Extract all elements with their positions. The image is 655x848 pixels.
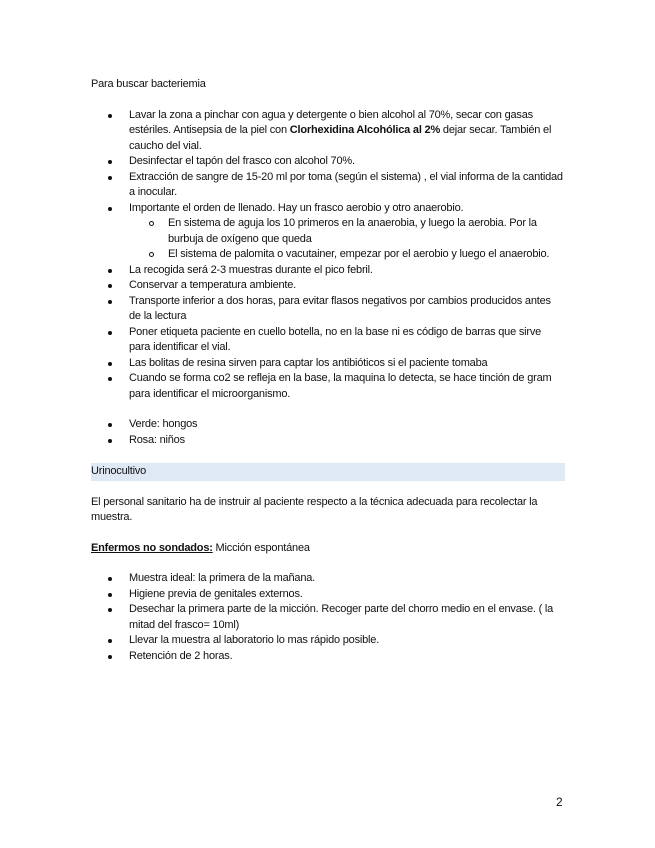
sub-list-item: El sistema de palomita o vacutainer, empezar por el aerobio y luego el anaerobio.	[129, 247, 565, 263]
bullet-icon	[108, 639, 112, 643]
bullet-icon	[108, 655, 112, 659]
bold-term: Clorhexidina Alcohólica al 2%	[289, 124, 441, 136]
bullet-icon	[108, 362, 112, 366]
sub-list	[129, 216, 565, 263]
list-item: Transporte inferior a dos horas, para evitar flasos negativos por cambios producidos antes de la lectura	[91, 294, 565, 325]
list-item: Conservar a temperatura ambiente.	[91, 278, 565, 294]
bullet-icon	[108, 377, 112, 381]
list-item: Desinfectar el tapón del frasco con alcohol 70%.	[91, 154, 565, 170]
bullet-icon	[108, 207, 112, 211]
list-item: Extracción de sangre de 15-20 ml por toma (según el sistema) , el vial informa de la cantidad a inocular.	[91, 170, 565, 201]
bullet-icon	[108, 331, 112, 335]
subheading: Enfermos no sondados: Micción espontánea	[91, 541, 310, 554]
section-heading: Urinocultivo	[91, 463, 565, 481]
list-item: Desechar la primera parte de la micción. Recoger parte del chorro medio en el envase. ( la mitad del frasco= 10ml)	[91, 602, 565, 633]
page-content	[91, 77, 565, 664]
hollow-bullet-icon	[149, 221, 154, 226]
list-item: Llevar la muestra al laboratorio lo mas rápido posible.	[91, 633, 565, 649]
list-item: Muestra ideal: la primera de la mañana.	[91, 571, 565, 587]
bullet-icon	[108, 577, 112, 581]
bullet-icon	[108, 300, 112, 304]
list-item: Rosa: niños	[91, 433, 565, 449]
list-item: Retención de 2 horas.	[91, 649, 565, 665]
urine-list	[91, 571, 565, 664]
bullet-icon	[108, 114, 112, 118]
list-item: La recogida será 2-3 muestras durante el pico febril.	[91, 263, 565, 279]
bacteremia-list	[91, 108, 565, 403]
list-item: Verde: hongos	[91, 417, 565, 433]
list-item: Lavar la zona a pinchar con agua y detergente o bien alcohol al 70%, secar con gasas estériles. Antisepsia de la piel con Clorhexidina Alcohólica al 2% dejar secar. También el caucho del vial.	[91, 108, 565, 155]
subheading-label: Enfermos no sondados:	[91, 541, 213, 554]
bullet-icon	[108, 608, 112, 612]
color-list	[91, 417, 565, 448]
list-item: Poner etiqueta paciente en cuello botella, no en la base ni es código de barras que sirve para identificar el vial.	[91, 325, 565, 356]
bullet-icon	[108, 439, 112, 443]
bullet-icon	[108, 269, 112, 273]
list-item: Cuando se forma co2 se refleja en la base, la maquina lo detecta, se hace tinción de gram para identificar el microorganismo.	[91, 371, 565, 402]
list-item: Las bolitas de resina sirven para captar los antibióticos si el paciente tomaba	[91, 356, 565, 372]
list-item: Higiene previa de genitales externos.	[91, 587, 565, 603]
urine-intro: El personal sanitario ha de instruir al paciente respecto a la técnica adecuada para recolectar la muestra.	[91, 495, 538, 523]
bullet-icon	[108, 423, 112, 427]
page-number: 2	[556, 795, 563, 809]
sub-list-item: En sistema de aguja los 10 primeros en la anaerobia, y luego la aerobia. Por la burbuja de oxígeno que queda	[129, 216, 565, 247]
bullet-icon	[108, 593, 112, 597]
hollow-bullet-icon	[149, 252, 154, 257]
bullet-icon	[108, 176, 112, 180]
bullet-icon	[108, 284, 112, 288]
bullet-icon	[108, 160, 112, 164]
list-item: Importante el orden de llenado. Hay un frasco aerobio y otro anaerobio. En sistema de aguja los 10 primeros en la anaerobia, y luego la aerobia. Por la burbuja de oxígeno que queda El sistema de palomita o vacutainer, empezar por el aerobio y luego el anaerobio.	[91, 201, 565, 263]
intro-line: Para buscar bacteriemia	[91, 78, 206, 90]
